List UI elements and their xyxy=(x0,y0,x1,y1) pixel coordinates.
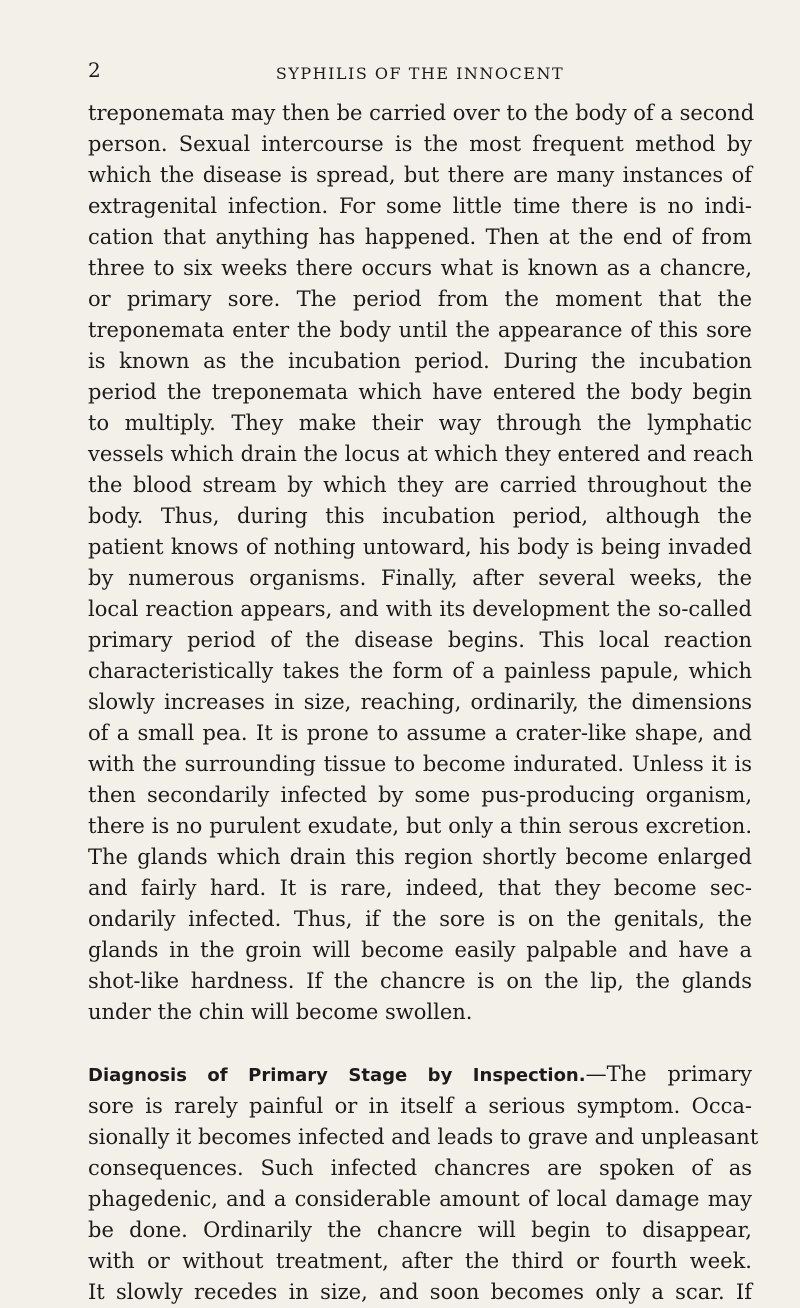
text-line: then secondarily infected by some pus-producing organism, xyxy=(88,783,752,807)
text-line: patient knows of nothing untoward, his body is being invaded xyxy=(88,535,752,559)
text-line: is known as the incubation period. During the incubation xyxy=(88,349,752,373)
text-line: person. Sexual intercourse is the most frequent method by xyxy=(88,132,752,156)
text-line: slowly increases in size, reaching, ordinarily, the dimensions xyxy=(88,690,752,714)
text-line: and fairly hard. It is rare, indeed, that they become sec- xyxy=(88,876,752,900)
text-line: be done. Ordinarily the chancre will begin to disappear, xyxy=(88,1218,752,1242)
text-line: to multiply. They make their way through the lymphatic xyxy=(88,411,752,435)
text-line: vessels which drain the locus at which they entered and reach xyxy=(88,442,754,466)
section-heading: Diagnosis of Primary Stage by Inspection. xyxy=(88,1065,586,1086)
page-number: 2 xyxy=(88,58,101,82)
text-line: of a small pea. It is prone to assume a crater-like shape, and xyxy=(88,721,752,745)
running-head: SYPHILIS OF THE INNOCENT xyxy=(275,64,565,83)
text-line: the blood stream by which they are carried throughout the xyxy=(88,473,752,497)
paragraph-1 xyxy=(88,98,755,1028)
text-line: body. Thus, during this incubation period, although the xyxy=(88,504,752,528)
paragraph-spacer xyxy=(88,1028,752,1059)
text-line: ondarily infected. Thus, if the sore is on the genitals, the xyxy=(88,907,752,931)
heading-line-text: —The primary xyxy=(585,1062,752,1086)
text-line: there is no purulent exudate, but only a thin serous excretion. xyxy=(88,814,752,838)
paragraph-2 xyxy=(88,1059,759,1308)
text-line: cation that anything has happened. Then at the end of from xyxy=(88,225,752,249)
text-line: consequences. Such infected chancres are spoken of as xyxy=(88,1156,752,1180)
text-line-with-heading xyxy=(88,1059,752,1091)
text-line: glands in the groin will become easily palpable and have a xyxy=(88,938,752,962)
text-line: It slowly recedes in size, and soon becomes only a scar. If xyxy=(88,1280,752,1304)
text-line: three to six weeks there occurs what is known as a chancre, xyxy=(88,256,752,280)
page-header xyxy=(88,58,752,98)
text-line: by numerous organisms. Finally, after several weeks, the xyxy=(88,566,752,590)
text-line: which the disease is spread, but there are many instances of xyxy=(88,163,752,187)
text-line: with the surrounding tissue to become indurated. Unless it is xyxy=(88,752,752,776)
text-line: shot-like hardness. If the chancre is on the lip, the glands xyxy=(88,969,752,993)
text-line: treponemata enter the body until the appearance of this sore xyxy=(88,318,752,342)
text-line: sore is rarely painful or in itself a serious symptom. Occa- xyxy=(88,1094,752,1118)
text-line: with or without treatment, after the third or fourth week. xyxy=(88,1249,752,1273)
text-line: period the treponemata which have entered the body begin xyxy=(88,380,752,404)
text-line: treponemata may then be carried over to the body of a second xyxy=(88,101,755,125)
text-line: characteristically takes the form of a painless papule, which xyxy=(88,659,752,683)
book-page xyxy=(88,58,759,1308)
text-line: or primary sore. The period from the moment that the xyxy=(88,287,752,311)
text-line: sionally it becomes infected and leads to grave and unpleasant xyxy=(88,1125,759,1149)
text-line: The glands which drain this region shortly become enlarged xyxy=(88,845,752,869)
text-line: local reaction appears, and with its development the so-called xyxy=(88,597,752,621)
text-line: extragenital infection. For some little time there is no indi- xyxy=(88,194,752,218)
text-line: phagedenic, and a considerable amount of local damage may xyxy=(88,1187,752,1211)
text-line: primary period of the disease begins. This local reaction xyxy=(88,628,752,652)
text-line: under the chin will become swollen. xyxy=(88,1000,473,1024)
